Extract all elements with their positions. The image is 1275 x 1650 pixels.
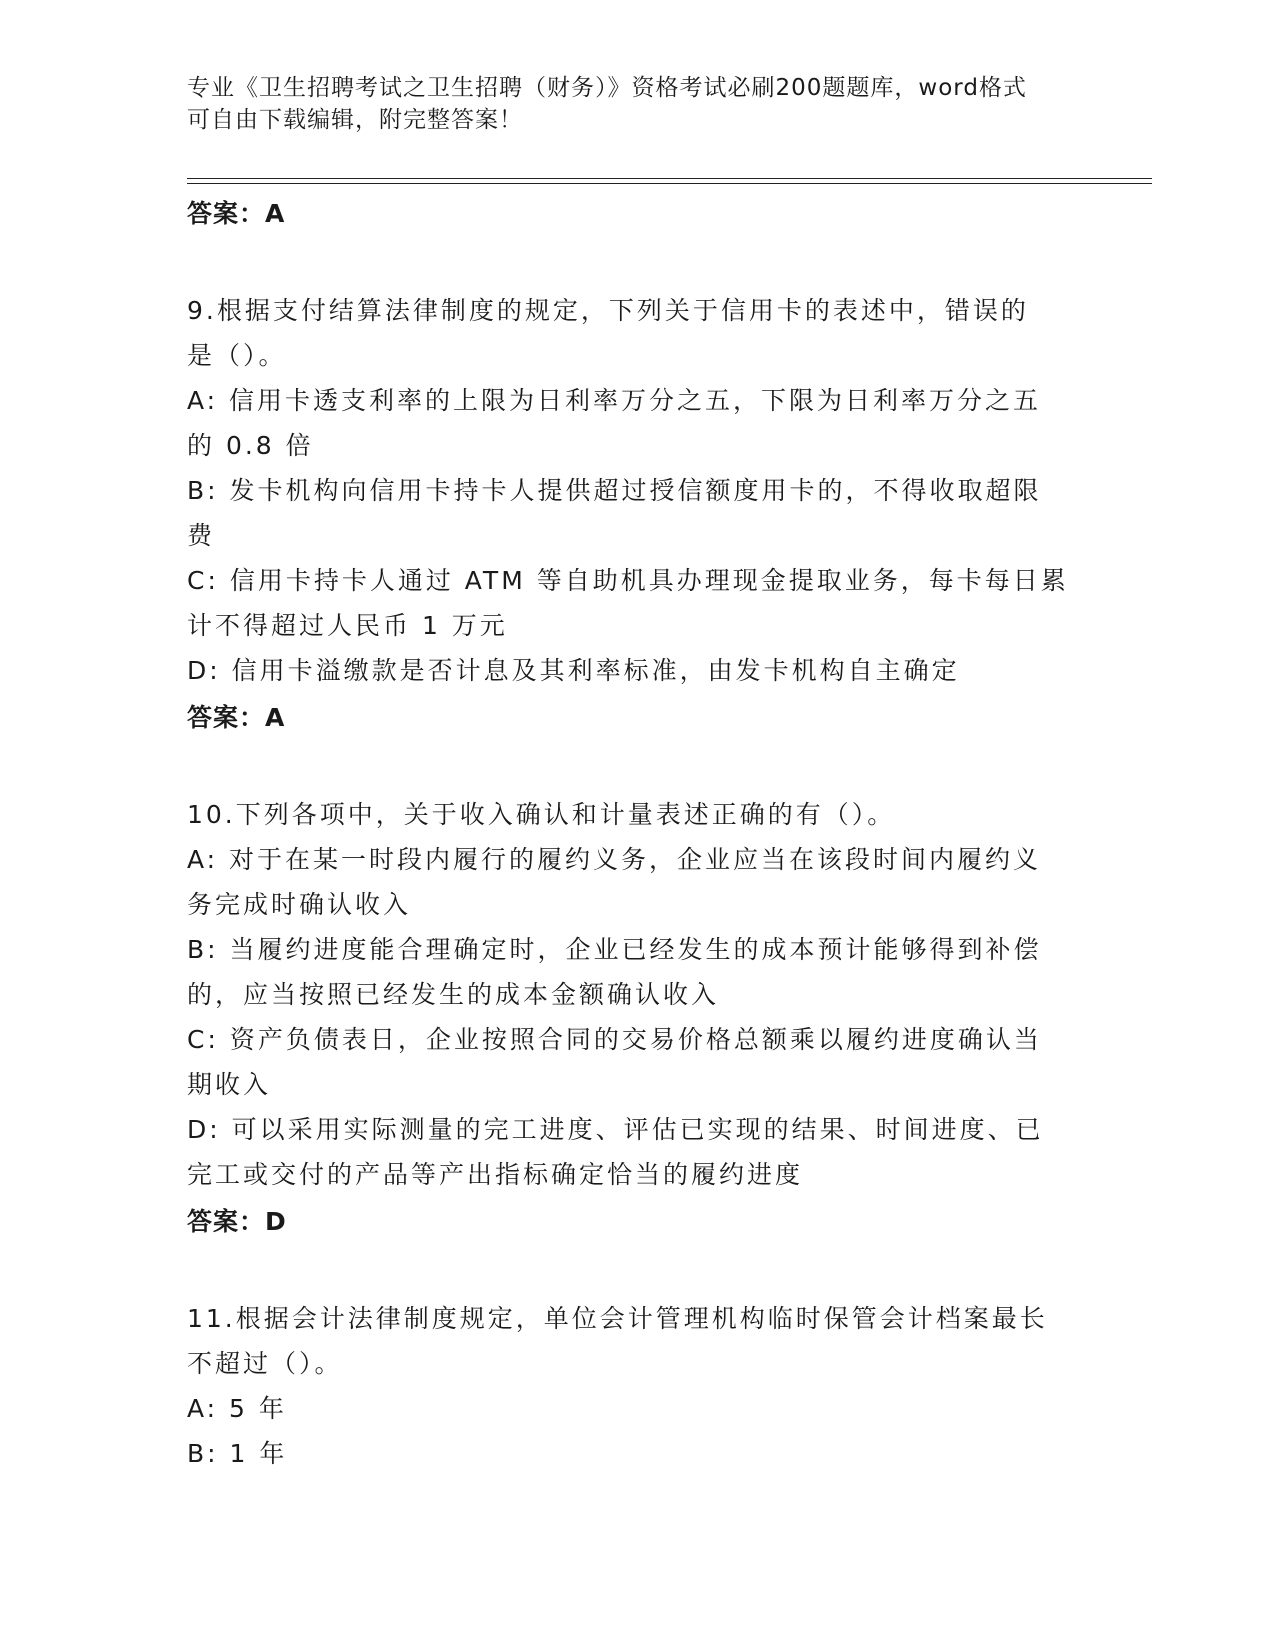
option-c: C: 资产负债表日，企业按照合同的交易价格总额乘以履约进度确认当 (187, 1025, 1042, 1054)
document-header (187, 72, 1087, 136)
answer: 答案：D (187, 1207, 287, 1236)
option-b: B: 1 年 (187, 1439, 288, 1468)
option-d: 完工或交付的产品等产出指标确定恰当的履约进度 (187, 1160, 804, 1189)
option-a: 的 0.8 倍 (187, 431, 314, 460)
option-b: B: 发卡机构向信用卡持卡人提供超过授信额度用卡的，不得收取超限 (187, 476, 1042, 505)
question-text: 是（）。 (187, 341, 287, 370)
question-text: 11.根据会计法律制度规定，单位会计管理机构临时保管会计档案最长 (187, 1304, 1048, 1333)
option-a: 务完成时确认收入 (187, 890, 412, 919)
question-9 (187, 288, 1087, 743)
answer: 答案：A (187, 703, 286, 732)
option-d: D: 信用卡溢缴款是否计息及其利率标准，由发卡机构自主确定 (187, 656, 960, 685)
header-line-1: 专业《卫生招聘考试之卫生招聘（财务）》资格考试必刷200题题库，word格式 (187, 75, 1027, 101)
option-b: 的，应当按照已经发生的成本金额确认收入 (187, 980, 720, 1009)
spacer (187, 743, 1087, 792)
header-rule-top (187, 178, 1152, 179)
option-a: A: 对于在某一时段内履行的履约义务，企业应当在该段时间内履约义 (187, 845, 1042, 874)
option-a: A: 信用卡透支利率的上限为日利率万分之五，下限为日利率万分之五 (187, 386, 1042, 415)
option-d: D: 可以采用实际测量的完工进度、评估已实现的结果、时间进度、已 (187, 1115, 1044, 1144)
option-b: B: 当履约进度能合理确定时，企业已经发生的成本预计能够得到补偿 (187, 935, 1042, 964)
spacer (187, 239, 1087, 288)
question-11 (187, 1296, 1087, 1476)
question-10 (187, 792, 1087, 1247)
question-text: 9.根据支付结算法律制度的规定，下列关于信用卡的表述中，错误的 (187, 296, 1029, 325)
option-c: C: 信用卡持卡人通过 ATM 等自助机具办理现金提取业务，每卡每日累 (187, 566, 1069, 595)
previous-answer: 答案：A (187, 199, 286, 228)
header-line-2: 可自由下载编辑，附完整答案！ (187, 107, 523, 133)
question-text: 不超过（）。 (187, 1349, 343, 1378)
option-a: A: 5 年 (187, 1394, 287, 1423)
option-c: 计不得超过人民币 1 万元 (187, 611, 508, 640)
question-text: 10.下列各项中，关于收入确认和计量表述正确的有（）。 (187, 800, 896, 829)
option-b: 费 (187, 521, 216, 550)
header-rule-bottom (187, 183, 1152, 184)
document-body (187, 189, 1087, 1476)
spacer (187, 1247, 1087, 1296)
option-c: 期收入 (187, 1070, 272, 1099)
